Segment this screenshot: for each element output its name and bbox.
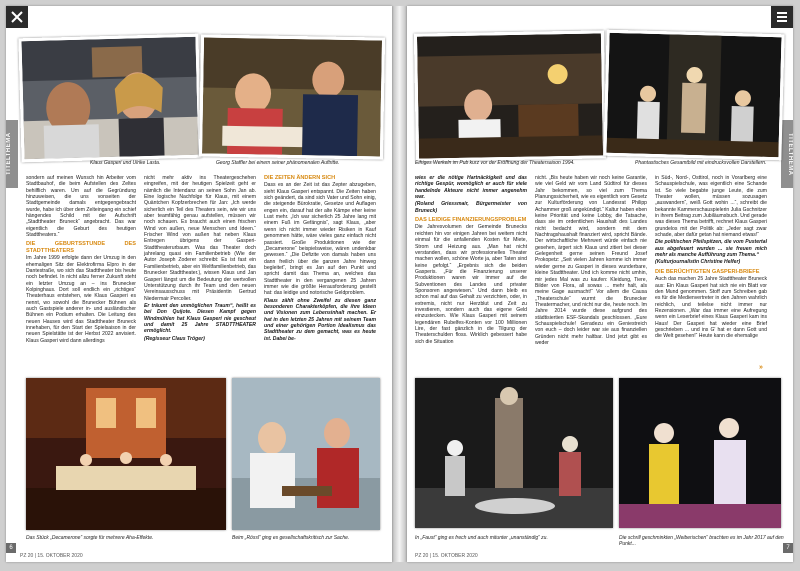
paragraph: nicht. „Bis heute haben wir noch keine Garantie, wie viel Geld wir vom Land Südtirol für dieses Jahr bekommen, so viel zum Thema Planungssicherheit, wie es eigentlich vom Gesetz zur Kulturförderung von Landesrat Philipp Achammer groß angekündigt.“ Kaltur haben eben keine Priorität und keine Lobby, die Tatsache, dass sie im ordentlichen Haushalt des Landes nicht bedacht wird, sondern mit dem Nachtragshaushalt finanziert wird, spricht Bände. Der wirtschaftliche Mehrwert würde einfach nie gesehen, ärgert sich Klaus und zitiert bei dieser Gelegenheit gerne seinen Freund Josef Prokopetz: „Seit vielen Jahren komme ich immer wieder gerne zu Gasperi in dieses wunderbare, kleine Stadttheater. Und ich komme nicht umhin, mir jedes Mal was zu kaufen: Kleidung, Tiere, Bilder von Flora, all sowas ... mehr halt, als meine Gage ausmacht!“ Vor allem die Causa „Theaterschule“ wurmt die Brunecker Theatermacher, und nicht nur die, heute noch. Im Jahre 2014 wurde diese aufgrund des städtisiertien ESF-Skandals geschlossen. „Eure Schauspielschule! Geradezu ein Geniestreich von euch – doch leider war sie aus finanziellen Gründen nicht mehr haltbar. Und jetzt gibt es weder xyxy=(535,175,647,346)
page-gutter xyxy=(392,6,407,562)
paragraph: Die Jahresvolumen der Gemeinde Brunecks reichten hin vor einigen Jahren bei weitem nicht einmal für die anfallenden Kosten für Miete, Strom und Heizung aus. „Man hat nicht verstanden, dass wir professionelles Theater machen wollen, schöne Worte ja, aber Taten sind keine gefolgt.“ „Ergebnis sich die beiden Gasperis. „Für die Finanzierung unserer Produktionen waren wir immer auf die Subventionen des Landes und privater Sponsoren angewiesen.“ Und dann bleib es schon mal auf das Gehalt zu verzichten, oder, in extremis, nicht nur Herzblut und Zeit zu investieren, sondern auch das eigene Geld einzustecken. Wie Klaus Gasperi mit seinem legendären Rubelfes-Konten vor 100 Millionen Lire, der fast gänzlich in die Tilgung der Theaterschulden floss. Wirklich gebessert habe sich die Situation xyxy=(415,224,527,345)
quote-source: (Regisseur Claus Tröger) xyxy=(144,335,205,342)
text-column-3 xyxy=(264,175,376,371)
right-page xyxy=(407,6,793,562)
text-column-1 xyxy=(26,175,136,371)
corner-close-tab[interactable] xyxy=(6,6,28,28)
page-number: 6 xyxy=(6,543,16,553)
paragraph: in Süd-, Nord-, Osttirol, noch in Vorarlberg eine Schauspielschule, was eigentlich eine Schande ist. So viele begabte junge Leute, die zum Theater wollen, müssen sozusagen „auswandern“, weiß Gott wohin ...“, schreibt die bekannte Kammerschauspielerin Julia Gschnitzer in ihrem Beitrag zum Jubiläumsbuch. Und gerade was dieses Thema betrifft, rechnet Klaus Gasperi grundelos mit der Politik ab: „Jeder sagt zwar schade, aber dafür getan hat niemand etwas!“ xyxy=(655,175,767,239)
pull-quote: Die politischen Pfeilspitzen, die vom Pustertal aus abgefeuert wurden ... sie freuen mich mehr als manche Aufführung zum Thema.“ xyxy=(655,239,767,259)
photo-gasperi-lasta xyxy=(18,34,201,163)
caption-top-1: Klaus Gasperi und Ulrike Lasta. xyxy=(90,160,161,166)
quote-source: (Roland Griessmair, Bürgermeister von Bruneck) xyxy=(415,201,527,214)
pull-quote: Klaus zählt ohne Zweifel zu diesen ganz besonderen Charakterköpfen, die ihre Ideen und Visionen zum Lebensinhalt machen. Er hat in den letzten 25 Jahren mit seinem Team und einer gehörigen Portion Idealismus das Stadttheater zu dem gemacht, was es heute ist. Dabei be- xyxy=(264,297,376,342)
pull-quote: Er träumt den unmöglichen Traum“, heißt es bei Don Quijote. Diesen Kampf gegen Windmühlen hat Klaus Gasperi nie gescheut und damit 25 Jahre STADTTHEATER ermöglicht. xyxy=(144,302,256,335)
section-heading: DIE BERÜCHTIGTEN GASPERI-BRIEFE xyxy=(655,268,760,275)
photo-pub-1994 xyxy=(414,30,606,161)
photo-decamerone xyxy=(26,378,226,530)
caption-top-2: Georg Staffler bei einem seiner phänomenalen Auftritte. xyxy=(216,160,340,166)
caption-bottom-2: Die schrill geschminkten „Weiberischen“ brachten es im Jahr 2017 auf den Punkt... xyxy=(619,535,784,547)
section-heading: DIE ZEITEN ÄNDERN SICH xyxy=(264,175,336,181)
paragraph: Dass es an der Zeit ist das Zepter abzugeben, sieht Klaus Gasperi entspannt. Die Zeiten haben sich geändert, da sind sich Vater und Sohn einig, die steigende Bürokratie, Gesetze und Auflagen engen ein, darauf hat der alte Kämpe eher keine Lust mehr. „Ich war sicherlich 25 Jahre lang mit einem Fuß im Gefängnis“, sagt Klaus, „aber wenn ich nicht immer wieder Risiken in Kauf genommen hätte, wäre vieles ganz einfach nicht passiert. Große Produktionen wie der „Decamerone“ beispielsweise, wären undenkbar gewesen.“ „Die Defizite von damals haben uns dann freilich über die ganzen Jahre hinweg begleitet“, bringt es Jan auf den Punkt und spricht damit das Thema an, welches das Stadttheater in den vergangenen 25 Jahren immer wie die größte Herausforderung gestellt hat: das leidige und notorische Geldproblem. xyxy=(264,182,376,297)
photo-gesamtbild xyxy=(603,30,784,161)
paragraph: sondern auf meinen Wunsch hin Arbeiter vom Stadtbauhof, die beim Aufstellen des Zeltes behilflich waren. Um auf die Gegründung hinzuweisen, die uns vonseiten der Stadtgemeinde damals entgegengebracht wurde, habe ich über dem Zelteingang ein schief hängendes Schild mit der Aufschrift „Stadttheater Bruneck“ angebracht. Das war eigentlich die Geburt des heutigen Stadttheaters.“ xyxy=(26,175,136,239)
paragraph: Im Jahre 1999 erfolgte dann der Umzug in den ehemaligen Sitz der Elektrofirma Elpro in der Dantestraße, wo sich das Stadttheater bis heute noch befindet. In nicht allzu ferner Zukunft steht ein letzter Umzug an – ins Brunecker Kolpinghaus. Dort soll endlich ein „richtiges“ Theaterhaus entstehen, wie Klaus Gasperi es nennt, wo sowohl die Brunecker Bühnen als auch Gastspiele anderer in- und ausländischer Bühnen ein Podium erhalten. Die Leitung des neuen Hauses wird das Stadttheater Bruneck innehaben, für den Start der Spielsaison in der neuen Spielstätte ist der Herbst 2022 anvisiert. Klaus Gasperi wird dann allerdings xyxy=(26,255,136,344)
quote-source: (Kulturjournalistin Christine Helfer) xyxy=(655,259,741,266)
menu-icon xyxy=(775,10,789,24)
section-heading: DIE GEBURTSSTUNDE DES STADTTHEATERS xyxy=(26,241,136,254)
paragraph: nicht mehr aktiv ins Theatergeschehen eingreifen, mit der heutigen Spielzeit geht er nämlich die Intendanz an seinen Sohn Jan ab. Eine logische Nachfolge für Klaus, mit einem Quäntchen Kopfzerbrechen für Jan: „Ich werde sicherlich ein Teil des Theaters sein, wie wir uns aber teamfähig genau aufstellen, müssen wir noch schauen. Es braucht auch einen frischen Wind von außen, neue Menschen und Ideen.“ Frischer Wind von außen hat neben Klaus Entregen übrigens der Gasperi-Stadttheaterurbaum. Was das Theater doch jahrelang quasi ein Familienbetrieb (Wie der Autor Joseph Zoderer schreibt: Es ist fast ein Familienbetrieb, aber ein Weltfamilienbetrieb, das Brunecker Stadttheater.), wissen Klaus und Jan Gasperi längst um die Bedeutung der wertvollen Unterstützung durch ihr Team und den neuen Vereinsausschuss mit Präsidentin Gertrud Niedermair Percolier. xyxy=(144,175,256,302)
caption-bottom-1: Das Stück „Decamerone“ sorgte für mehrere Aha-Effekte. xyxy=(26,535,154,541)
caption-top-1: Eifriges Werkeln im Pub kurz vor der Eröffnung der Theatersaison 1994. xyxy=(415,160,575,166)
caption-bottom-1: In „Faust“ ging es frech und auch mitunter „unanständig“ zu. xyxy=(415,535,548,541)
page-footer: PZ 20 | 15. OKTOBER 2020 xyxy=(20,553,83,559)
continued-marker: » xyxy=(759,364,763,371)
caption-top-2: Phantastisches Gesamtbild mit eindrucksvollen Darstellern. xyxy=(635,160,767,166)
pull-quote: wies er die nötige Hartnäckigkeit und das richtige Gespür, womöglich er auch für viele handelnde Akteure nicht immer angenehm war. xyxy=(415,175,527,201)
text-column-2 xyxy=(535,175,647,371)
paragraph: Auch das machen 25 Jahre Stadttheater Bruneck aus: Ein Klaus Gasperi hat sich nie ein Blatt vor den Mund genommen. Stoff zum Schreiben gab es für die Medienvertreter in den Jahren wahrlich reichlich, und teilelse nicht immer nur Rezensionen. „War das immer eine Aufregung wenn ein Leserbrief eines Klaus Gasperi kam ins Haus! Der Gasperi hat wieder eine Brief geschrieben ... und ins G' hat er dann Gott und die Welt gesehen!“ Heute kann die ehemalige xyxy=(655,276,767,340)
close-icon xyxy=(10,10,24,24)
caption-bottom-2: Beim „Rössl“ ging es gesellschaftskritisch zur Sache. xyxy=(232,535,350,541)
side-tab: TITELTHEMA xyxy=(781,120,793,188)
text-column-2 xyxy=(144,175,256,371)
corner-menu-tab[interactable] xyxy=(771,6,793,28)
page-number: 7 xyxy=(783,543,793,553)
left-page xyxy=(6,6,392,562)
side-tab: TITELTHEMA xyxy=(6,120,18,188)
text-column-1 xyxy=(415,175,527,371)
page-footer: PZ 20 | 15. OKTOBER 2020 xyxy=(415,553,478,559)
text-column-3 xyxy=(655,175,767,371)
photo-weiberischen xyxy=(619,378,781,528)
photo-roessl xyxy=(232,378,380,530)
photo-faust xyxy=(415,378,613,528)
section-heading: DAS LEIDIGE FINANZIERUNGSPROBLEM xyxy=(415,217,527,224)
photo-staffler xyxy=(199,34,385,159)
